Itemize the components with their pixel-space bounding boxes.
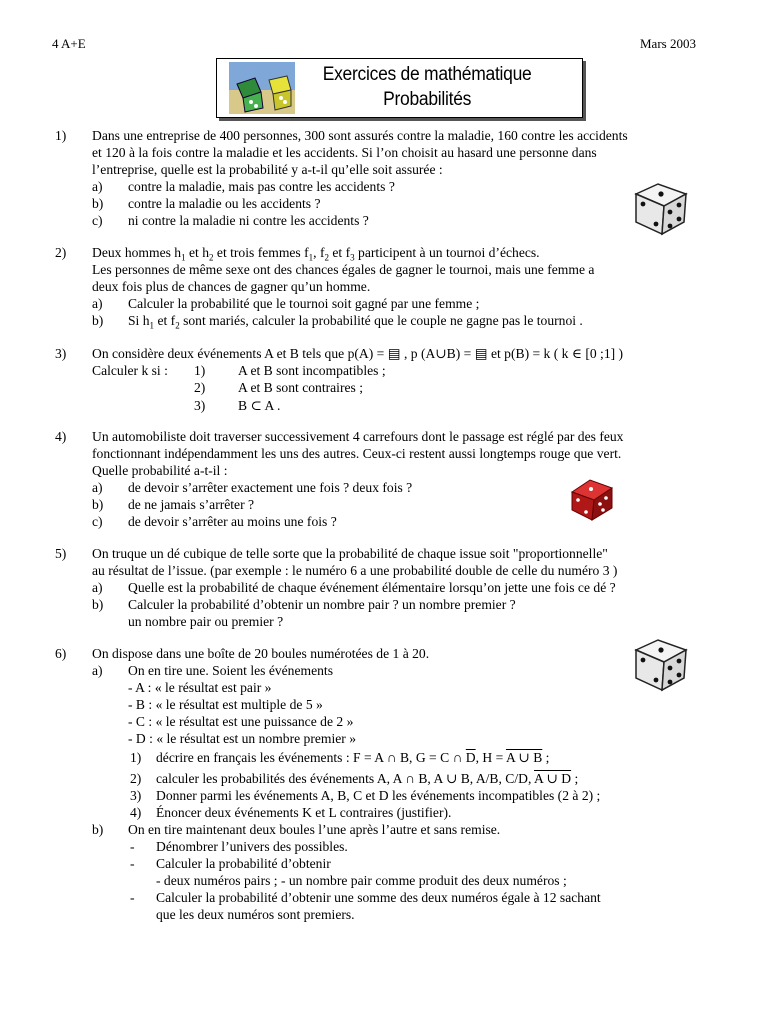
ex6-q-label: 4) [130,805,142,820]
ex3-item-label: 2) [194,380,206,395]
white-die-icon [632,180,690,236]
ex6-bullet-text: que les deux numéros sont premiers. [156,907,355,922]
ex5-item-text: Calculer la probabilité d’obtenir un nombre pair ? un nombre premier ? [128,597,516,612]
ex1-item-text: contre la maladie ou les accidents ? [128,196,321,211]
ex6-q-label: 3) [130,788,142,803]
ex6-event: - D : « le résultat est un nombre premier » [128,731,357,746]
ex6-q-text: Donner parmi les événements A, B, C et D les événements incompatibles (2 à 2) ; [156,788,601,803]
ex6-line: On dispose dans une boîte de 20 boules numérotées de 1 à 20. [92,646,430,661]
ex6-bullet-sub: - deux numéros pairs ; - un nombre pair comme produit des deux numéros ; [156,873,567,888]
ex6-event: - B : « le résultat est multiple de 5 » [128,697,323,712]
ex2-item-text: Si $h_1$ et $f_2$ sont mariés, calculer la probabilité que le couple ne gagne pas le tournoi . [128,313,583,331]
ex3-number: 3) [55,346,67,361]
ex5-item-text: un nombre pair ou premier ? [128,614,284,629]
ex4-item-label: b) [92,497,104,512]
ex2-number: 2) [55,245,67,260]
ex4-line: fonctionnant indépendamment les uns des autres. Ceux-ci restent aussi longtemps rouge que vert. [92,446,622,461]
white-die-icon [632,636,690,692]
ex3-item-label: 1) [194,363,206,378]
ex4-number: 4) [55,429,67,444]
ex6-item-label: a) [92,663,103,678]
ex3-item-text: B ⊂ A . [238,398,281,413]
ex1-item-text: ni contre la maladie ni contre les accidents ? [128,213,369,228]
ex6-event: - C : « le résultat est une puissance de 2 » [128,714,354,729]
title-line1: Exercices de mathématique [322,64,532,85]
ex4-item-text: de devoir s’arrêter au moins une fois ? [128,514,337,529]
ex6-q-label: 1) [130,750,142,765]
ex6-bullet-text: Calculer la probabilité d’obtenir [156,856,331,871]
ex6-q-text: calculer les probabilités des événements A, A ∩ B, A ∪ B, A/B, C/D, A ∪ D ; [156,771,579,786]
ex1-item-text: contre la maladie, mais pas contre les accidents ? [128,179,395,194]
class-label: 4 A+E [52,36,86,51]
ex2-item-text: Calculer la probabilité que le tournoi soit gagné par une femme ; [128,296,480,311]
ex4-item-label: a) [92,480,103,495]
ex5-line: On truque un dé cubique de telle sorte que la probabilité de chaque issue soit "proportionnelle" [92,546,608,561]
ex6-q-text: Énoncer deux événements K et L contraires (justifier). [156,805,452,820]
red-die-icon [568,476,616,522]
ex1-item-label: b) [92,196,104,211]
ex6-item-label: b) [92,822,104,837]
ex4-line: Quelle probabilité a-t-il : [92,463,228,478]
ex1-number: 1) [55,128,67,143]
ex2-line: Deux hommes $h_1$ et $h_2$ et trois femmes $f_1$, $f_2$ et $f_3$ participent à un tournoi d’échecs. [92,245,540,263]
ex5-item-text: Quelle est la probabilité de chaque événement élémentaire lorsqu’on jette une fois ce dé ? [128,580,616,595]
ex4-line: Un automobiliste doit traverser successivement 4 carrefours dont le passage est réglé par des feux [92,429,624,444]
ex4-item-label: c) [92,514,103,529]
ex6-bullet-text: Calculer la probabilité d’obtenir une somme des deux numéros égale à 12 sachant [156,890,601,905]
ex5-item-label: b) [92,597,104,612]
ex4-item-text: de devoir s’arrêter exactement une fois ? deux fois ? [128,480,413,495]
ex6-bullet: - [130,890,135,905]
ex3-item-text: A et B sont incompatibles ; [238,363,386,378]
ex2-item-label: b) [92,313,104,328]
ex3-item-label: 3) [194,398,206,413]
ex5-line: au résultat de l’issue. (par exemple : le numéro 6 a une probabilité double de celle du numéro 3 ) [92,563,618,578]
ex6-q-label: 2) [130,771,142,786]
ex2-item-label: a) [92,296,103,311]
ex3-item-text: A et B sont contraires ; [238,380,363,395]
ex1-line: et 120 à la fois contre la maladie et les accidents. Si l’on choisit au hasard une personne dans [92,145,597,160]
ex6-item-text: On en tire une. Soient les événements [128,663,333,678]
ex6-number: 6) [55,646,67,661]
ex2-line: deux fois plus de chances de gagner qu’un homme. [92,279,371,294]
ex5-number: 5) [55,546,67,561]
ex6-item-text: On en tire maintenant deux boules l’une après l’autre et sans remise. [128,822,501,837]
ex6-bullet: - [130,856,135,871]
ex1-line: l’entreprise, quelle est la probabilité y a-t-il qu’elle soit assurée : [92,162,443,177]
ex6-bullet: - [130,839,135,854]
ex6-event: - A : « le résultat est pair » [128,680,272,695]
title-line2: Probabilités [383,89,472,110]
ex3-lead: Calculer k si : [92,363,168,378]
ex5-item-label: a) [92,580,103,595]
ex1-item-label: a) [92,179,103,194]
ex1-item-label: c) [92,213,103,228]
ex6-q-text: décrire en français les événements : F = A ∩ B, G = C ∩ $\overline{D}$, H = A ∪ B ; [156,750,550,765]
ex3-line: On considère deux événements A et B tels que p(A) = ▤ , p (A∪B) = ▤ et p(B) = k ( k ∈ [0 ;1] ) [92,346,624,361]
ex1-line: Dans une entreprise de 400 personnes, 300 sont assurés contre la maladie, 160 contre les accidents [92,128,628,143]
date-label: Mars 2003 [640,36,696,51]
title-box [216,58,583,118]
ex4-item-text: de ne jamais s’arrêter ? [128,497,255,512]
ex2-line: Les personnes de même sexe ont des chances égales de gagner le tournoi, mais une femme a [92,262,595,277]
ex6-bullet-text: Dénombrer l’univers des possibles. [156,839,348,854]
